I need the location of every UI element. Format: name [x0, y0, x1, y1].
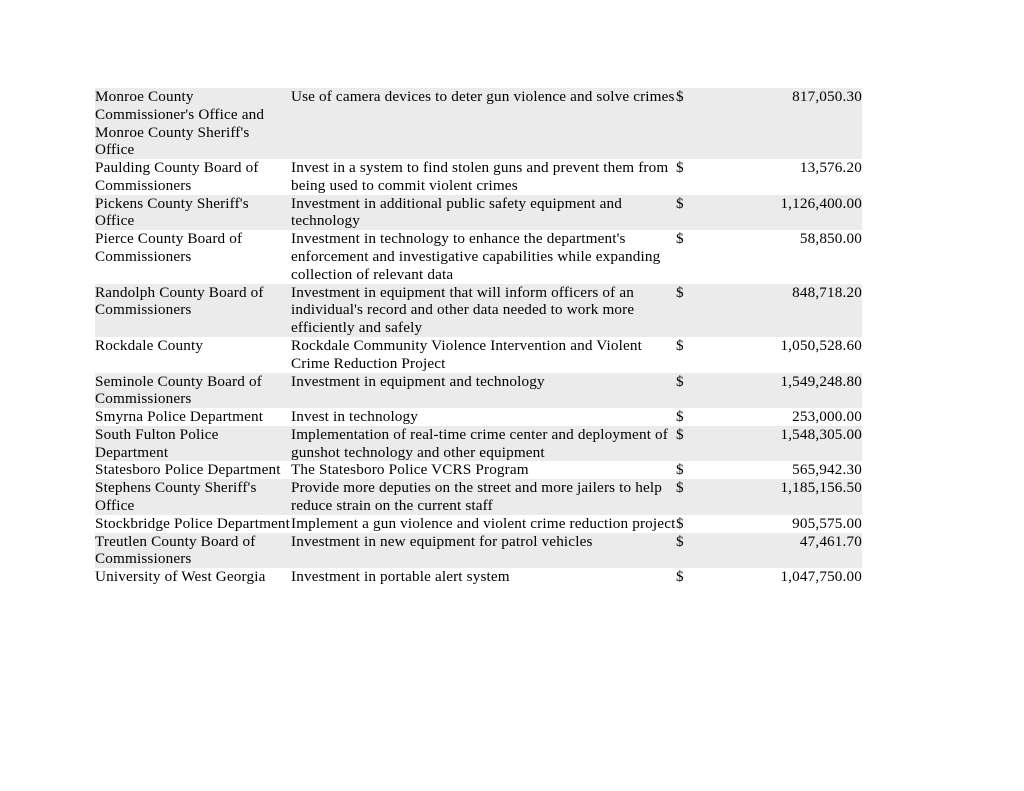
recipient-cell	[95, 159, 291, 195]
amount-cell-text: 1,047,750.00	[780, 568, 862, 586]
amount-cell-text: 565,942.30	[792, 461, 862, 479]
recipient-cell-text: South Fulton Police Department	[95, 425, 219, 461]
currency-symbol-text: $	[676, 159, 684, 177]
description-cell-text: Provide more deputies on the street and more jailers to help reduce strain on the current staff	[291, 479, 662, 514]
amount-cell	[712, 533, 862, 569]
currency-symbol	[676, 461, 712, 479]
table-row	[95, 159, 862, 195]
currency-symbol	[676, 284, 712, 337]
description-cell-text: Investment in additional public safety equipment and technology	[291, 194, 622, 230]
description-cell-text: Investment in equipment that will inform officers of an individual's record and other data needed to work more efficiently and safely	[291, 283, 635, 337]
recipient-cell-text: University of West Georgia	[95, 568, 266, 586]
currency-symbol	[676, 533, 712, 569]
recipient-cell-text: Pickens County Sheriff's Office	[95, 194, 249, 230]
recipient-cell-text: Smyrna Police Department	[95, 408, 264, 426]
currency-symbol-text: $	[676, 194, 684, 212]
description-cell-text: Invest in a system to find stolen guns and prevent them from being used to commit violent crimes	[291, 159, 669, 194]
recipient-cell-text: Stephens County Sheriff's Office	[95, 479, 257, 514]
currency-symbol-text: $	[676, 514, 684, 532]
currency-symbol	[676, 568, 712, 586]
amount-cell-text: 1,126,400.00	[780, 194, 862, 212]
amount-cell	[712, 408, 862, 426]
description-cell-text: The Statesboro Police VCRS Program	[291, 461, 529, 479]
recipient-cell-text: Stockbridge Police Department	[95, 514, 291, 532]
description-cell	[291, 568, 676, 586]
amount-cell	[712, 515, 862, 533]
amount-cell-text: 1,549,248.80	[780, 372, 862, 390]
description-cell-text: Invest in technology	[291, 408, 419, 426]
amount-cell-text: 1,050,528.60	[780, 336, 862, 354]
description-cell-text: Implementation of real-time crime center and deployment of gunshot technology and other equipment	[291, 425, 668, 461]
amount-cell	[712, 284, 862, 337]
table-row	[95, 284, 862, 337]
amount-cell-text: 253,000.00	[792, 408, 862, 426]
table-row	[95, 373, 862, 409]
description-cell	[291, 88, 676, 159]
amount-cell	[712, 568, 862, 586]
amount-cell	[712, 373, 862, 409]
recipient-cell-text: Randolph County Board of Commissioners	[95, 283, 264, 319]
currency-symbol-text: $	[676, 568, 684, 586]
currency-symbol-text: $	[676, 230, 684, 248]
currency-symbol	[676, 159, 712, 195]
currency-symbol	[676, 515, 712, 533]
table-row	[95, 568, 862, 586]
amount-cell-text: 817,050.30	[792, 88, 862, 105]
amount-cell	[712, 337, 862, 373]
description-cell	[291, 426, 676, 462]
recipient-cell-text: Statesboro Police Department	[95, 461, 281, 479]
currency-symbol	[676, 337, 712, 373]
currency-symbol-text: $	[676, 425, 684, 443]
description-cell-text: Rockdale Community Violence Intervention and Violent Crime Reduction Project	[291, 336, 642, 372]
currency-symbol	[676, 373, 712, 409]
recipient-cell-text: Paulding County Board of Commissioners	[95, 159, 259, 194]
table-row	[95, 88, 862, 159]
description-cell-text: Implement a gun violence and violent crime reduction project	[291, 514, 676, 532]
recipient-cell	[95, 195, 291, 231]
currency-symbol	[676, 408, 712, 426]
recipient-cell	[95, 426, 291, 462]
recipient-cell	[95, 373, 291, 409]
description-cell	[291, 461, 676, 479]
amount-cell-text: 1,185,156.50	[780, 479, 862, 497]
table-row	[95, 479, 862, 515]
amount-cell-text: 848,718.20	[792, 283, 862, 301]
recipient-cell	[95, 408, 291, 426]
description-cell	[291, 195, 676, 231]
recipient-cell	[95, 461, 291, 479]
currency-symbol-text: $	[676, 461, 684, 479]
amount-cell	[712, 88, 862, 159]
recipient-cell-text: Pierce County Board of Commissioners	[95, 230, 243, 266]
description-cell-text: Use of camera devices to deter gun violence and solve crimes	[291, 88, 675, 105]
table-row	[95, 461, 862, 479]
description-cell	[291, 230, 676, 283]
recipient-cell	[95, 515, 291, 533]
table-row	[95, 408, 862, 426]
amount-cell	[712, 230, 862, 283]
currency-symbol	[676, 195, 712, 231]
amount-cell	[712, 426, 862, 462]
recipient-cell-text: Rockdale County	[95, 336, 204, 354]
amount-cell	[712, 479, 862, 515]
currency-symbol-text: $	[676, 88, 684, 105]
amount-cell-text: 47,461.70	[799, 532, 862, 550]
grant-awards-table-body	[95, 88, 862, 586]
description-cell	[291, 479, 676, 515]
amount-cell	[712, 195, 862, 231]
description-cell	[291, 533, 676, 569]
currency-symbol	[676, 88, 712, 159]
amount-cell	[712, 159, 862, 195]
table-row	[95, 195, 862, 231]
recipient-cell	[95, 337, 291, 373]
recipient-cell	[95, 479, 291, 515]
currency-symbol-text: $	[676, 283, 684, 301]
table-row	[95, 426, 862, 462]
description-cell	[291, 284, 676, 337]
currency-symbol	[676, 479, 712, 515]
description-cell	[291, 408, 676, 426]
recipient-cell	[95, 88, 291, 159]
recipient-cell-text: Monroe County Commissioner's Office and Monroe County Sheriff's Office	[95, 88, 265, 159]
recipient-cell-text: Treutlen County Board of Commissioners	[95, 532, 256, 568]
description-cell	[291, 337, 676, 373]
recipient-cell-text: Seminole County Board of Commissioners	[95, 372, 262, 408]
amount-cell-text: 13,576.20	[799, 159, 862, 177]
currency-symbol-text: $	[676, 479, 684, 497]
description-cell	[291, 515, 676, 533]
currency-symbol-text: $	[676, 336, 684, 354]
currency-symbol	[676, 230, 712, 283]
recipient-cell	[95, 284, 291, 337]
description-cell	[291, 373, 676, 409]
currency-symbol-text: $	[676, 532, 684, 550]
description-cell	[291, 159, 676, 195]
description-cell-text: Investment in portable alert system	[291, 568, 510, 586]
description-cell-text: Investment in technology to enhance the department's enforcement and investigative capabilities while expanding collection of relevant data	[291, 230, 661, 283]
recipient-cell	[95, 533, 291, 569]
currency-symbol	[676, 426, 712, 462]
description-cell-text: Investment in equipment and technology	[291, 372, 545, 390]
currency-symbol-text: $	[676, 408, 684, 426]
currency-symbol-text: $	[676, 372, 684, 390]
description-cell-text: Investment in new equipment for patrol vehicles	[291, 532, 593, 550]
table-row	[95, 533, 862, 569]
amount-cell-text: 1,548,305.00	[780, 425, 862, 443]
recipient-cell	[95, 230, 291, 283]
table-row	[95, 337, 862, 373]
table-row	[95, 515, 862, 533]
recipient-cell	[95, 568, 291, 586]
amount-cell	[712, 461, 862, 479]
amount-cell-text: 58,850.00	[799, 230, 862, 248]
grant-awards-table	[95, 88, 862, 586]
table-row	[95, 230, 862, 283]
amount-cell-text: 905,575.00	[792, 514, 862, 532]
